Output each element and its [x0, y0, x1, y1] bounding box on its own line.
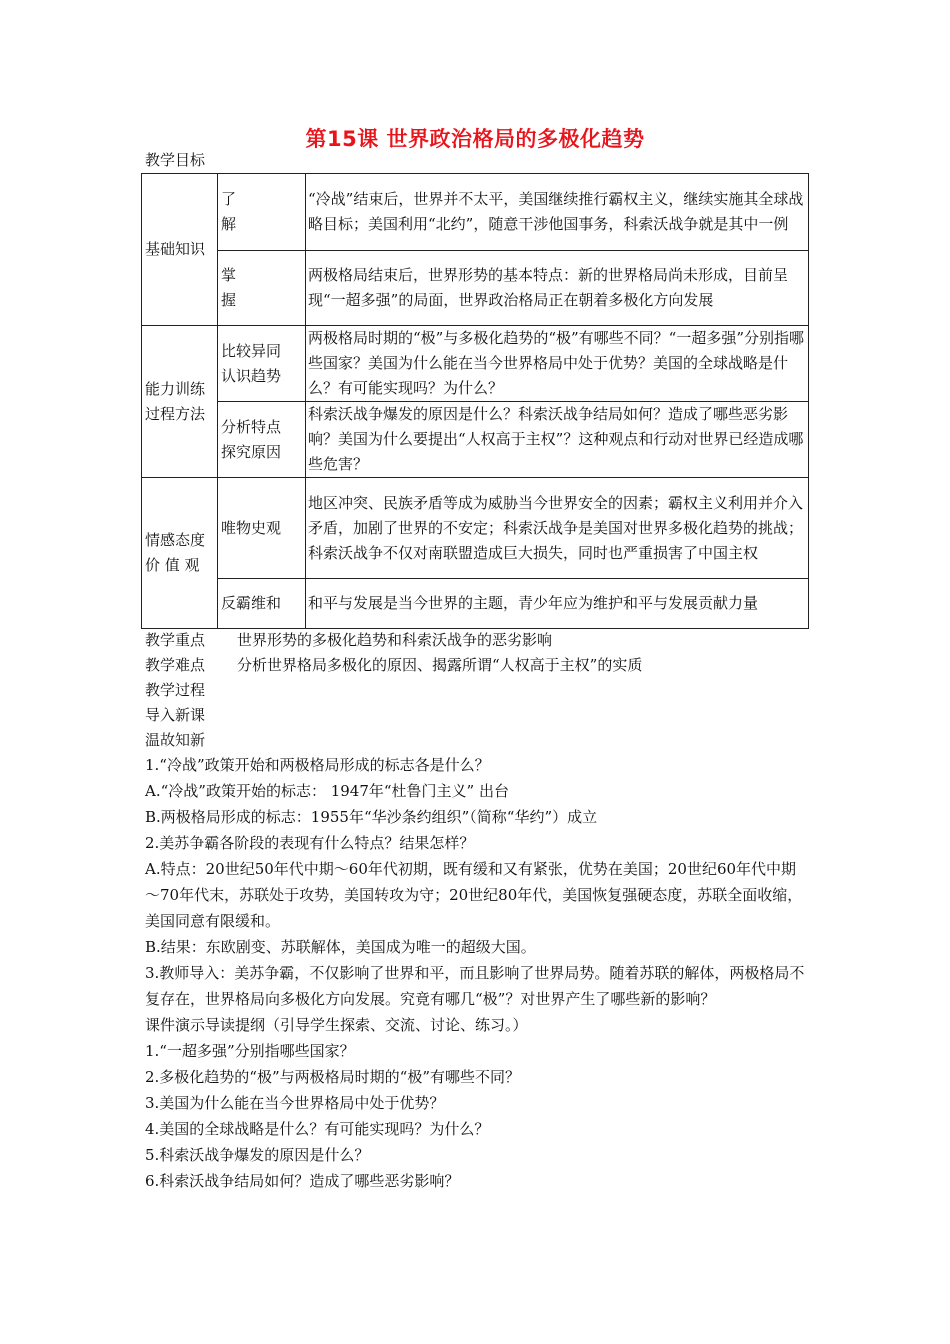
content-cell: “冷战”结束后，世界并不太平，美国继续推行霸权主义，继续实施其全球战略目标；美国利用“北约”，随意干涉他国事务，科索沃战争就是其中一例 [306, 174, 809, 251]
content-cell: 科索沃战争爆发的原因是什么？科索沃战争结局如何？造成了哪些恶劣影响？美国为什么要提出“人权高于主权”？这种观点和行动对世界已经造成哪些危害？ [306, 402, 809, 478]
content-cell: 和平与发展是当今世界的主题，青少年应为维护和平与发展贡献力量 [306, 579, 809, 629]
process-label: 教学过程 [145, 681, 206, 699]
subcategory-cell [218, 251, 306, 326]
review-label: 温故知新 [145, 731, 206, 749]
process-body [145, 752, 810, 1194]
table-row [142, 326, 809, 402]
category-cell [142, 326, 218, 478]
paragraph: 4.美国的全球战略是什么？有可能实现吗？为什么？ [145, 1120, 490, 1138]
subcategory-label: 反霸维和 [221, 594, 282, 612]
paragraph: B.结果：东欧剧变、苏联解体，美国成为唯一的超级大国。 [145, 938, 536, 956]
subcategory-cell [218, 402, 306, 478]
subcategory-label: 解 [221, 215, 237, 233]
subcategory-cell [218, 478, 306, 579]
category-label: 价 值 观 [145, 556, 200, 574]
table-row [142, 174, 809, 251]
category-cell [142, 478, 218, 629]
key-point-label: 教学重点 [145, 631, 206, 649]
objectives-label: 教学目标 [145, 151, 206, 169]
page-title: 第15课 世界政治格局的多极化趋势 [305, 127, 645, 151]
key-point-text: 世界形势的多极化趋势和科索沃战争的恶劣影响 [237, 631, 553, 649]
subcategory-label: 探究原因 [221, 442, 282, 461]
category-label: 基础知识 [145, 240, 206, 258]
table-row [142, 478, 809, 579]
difficult-point-label: 教学难点 [145, 656, 206, 674]
category-cell [142, 174, 218, 326]
subcategory-label: 了 [221, 190, 237, 208]
difficult-point-text: 分析世界格局多极化的原因、揭露所谓“人权高于主权”的实质 [237, 656, 643, 674]
subcategory-cell [218, 326, 306, 402]
paragraph: 1.“冷战”政策开始和两极格局形成的标志各是什么？ [145, 756, 490, 774]
content-cell: 两极格局结束后，世界形势的基本特点：新的世界格局尚未形成，目前呈现“一超多强”的局面，世界政治格局正在朝着多极化方向发展 [306, 251, 809, 326]
subcategory-label: 唯物史观 [221, 518, 282, 537]
subcategory-cell [218, 174, 306, 251]
paragraph: 课件演示导读提纲（引导学生探索、交流、讨论、练习。） [145, 1016, 528, 1034]
key-point [145, 628, 552, 652]
table-row [142, 251, 809, 326]
content-cell: 地区冲突、民族矛盾等成为威胁当今世界安全的因素；霸权主义利用并介入矛盾，加剧了世界的不安定；科索沃战争是美国对世界多极化趋势的挑战；科索沃战争不仅对南联盟造成巨大损失，同时也严重损害了中国主权 [306, 478, 809, 579]
subcategory-cell [218, 579, 306, 629]
paragraph: 2.美苏争霸各阶段的表现有什么特点？结果怎样？ [145, 834, 475, 852]
difficult-point [145, 653, 642, 677]
paragraph: 3.教师导入：美苏争霸，不仅影响了世界和平，而且影响了世界局势。随着苏联的解体，两极格局不复存在，世界格局向多极化方向发展。究竟有哪几“极”？对世界产生了哪些新的影响？ [145, 964, 805, 1008]
paragraph: 6.科索沃战争结局如何？造成了哪些恶劣影响？ [145, 1172, 460, 1190]
subcategory-label: 分析特点 [221, 417, 282, 436]
paragraph: 2.多极化趋势的“极”与两极格局时期的“极”有哪些不同？ [145, 1068, 520, 1086]
content-cell: 两极格局时期的“极”与多极化趋势的“极”有哪些不同？“一超多强”分别指哪些国家？美国为什么能在当今世界格局中处于优势？美国的全球战略是什么？有可能实现吗？为什么？ [306, 326, 809, 402]
paragraph: 1.“一超多强”分别指哪些国家？ [145, 1042, 355, 1060]
subcategory-label: 比较异同 [221, 341, 282, 360]
table-row [142, 579, 809, 629]
category-label: 能力训练 [145, 379, 206, 398]
paragraph: A.“冷战”政策开始的标志： 1947年“杜鲁门主义” 出台 [145, 782, 509, 800]
intro-label: 导入新课 [145, 706, 206, 724]
table-row [142, 402, 809, 478]
category-label: 过程方法 [145, 404, 206, 423]
subcategory-label: 握 [221, 291, 237, 309]
subcategory-label: 掌 [221, 266, 237, 284]
objectives-table [141, 173, 809, 629]
paragraph: B.两极格局形成的标志：1955年“华沙条约组织”（简称“华约”）成立 [145, 808, 598, 826]
paragraph: 3.美国为什么能在当今世界格局中处于优势？ [145, 1094, 445, 1112]
paragraph: A.特点：20世纪50年代中期～60年代初期，既有缓和又有紧张，优势在美国；20世纪60年代中期～70年代末，苏联处于攻势，美国转攻为守；20世纪80年代，美国恢复强硬态度，苏联全面收缩，美国同意有限缓和。 [145, 860, 803, 930]
subcategory-label: 认识趋势 [221, 366, 282, 385]
paragraph: 5.科索沃战争爆发的原因是什么？ [145, 1146, 370, 1164]
category-label: 情感态度 [145, 531, 206, 549]
